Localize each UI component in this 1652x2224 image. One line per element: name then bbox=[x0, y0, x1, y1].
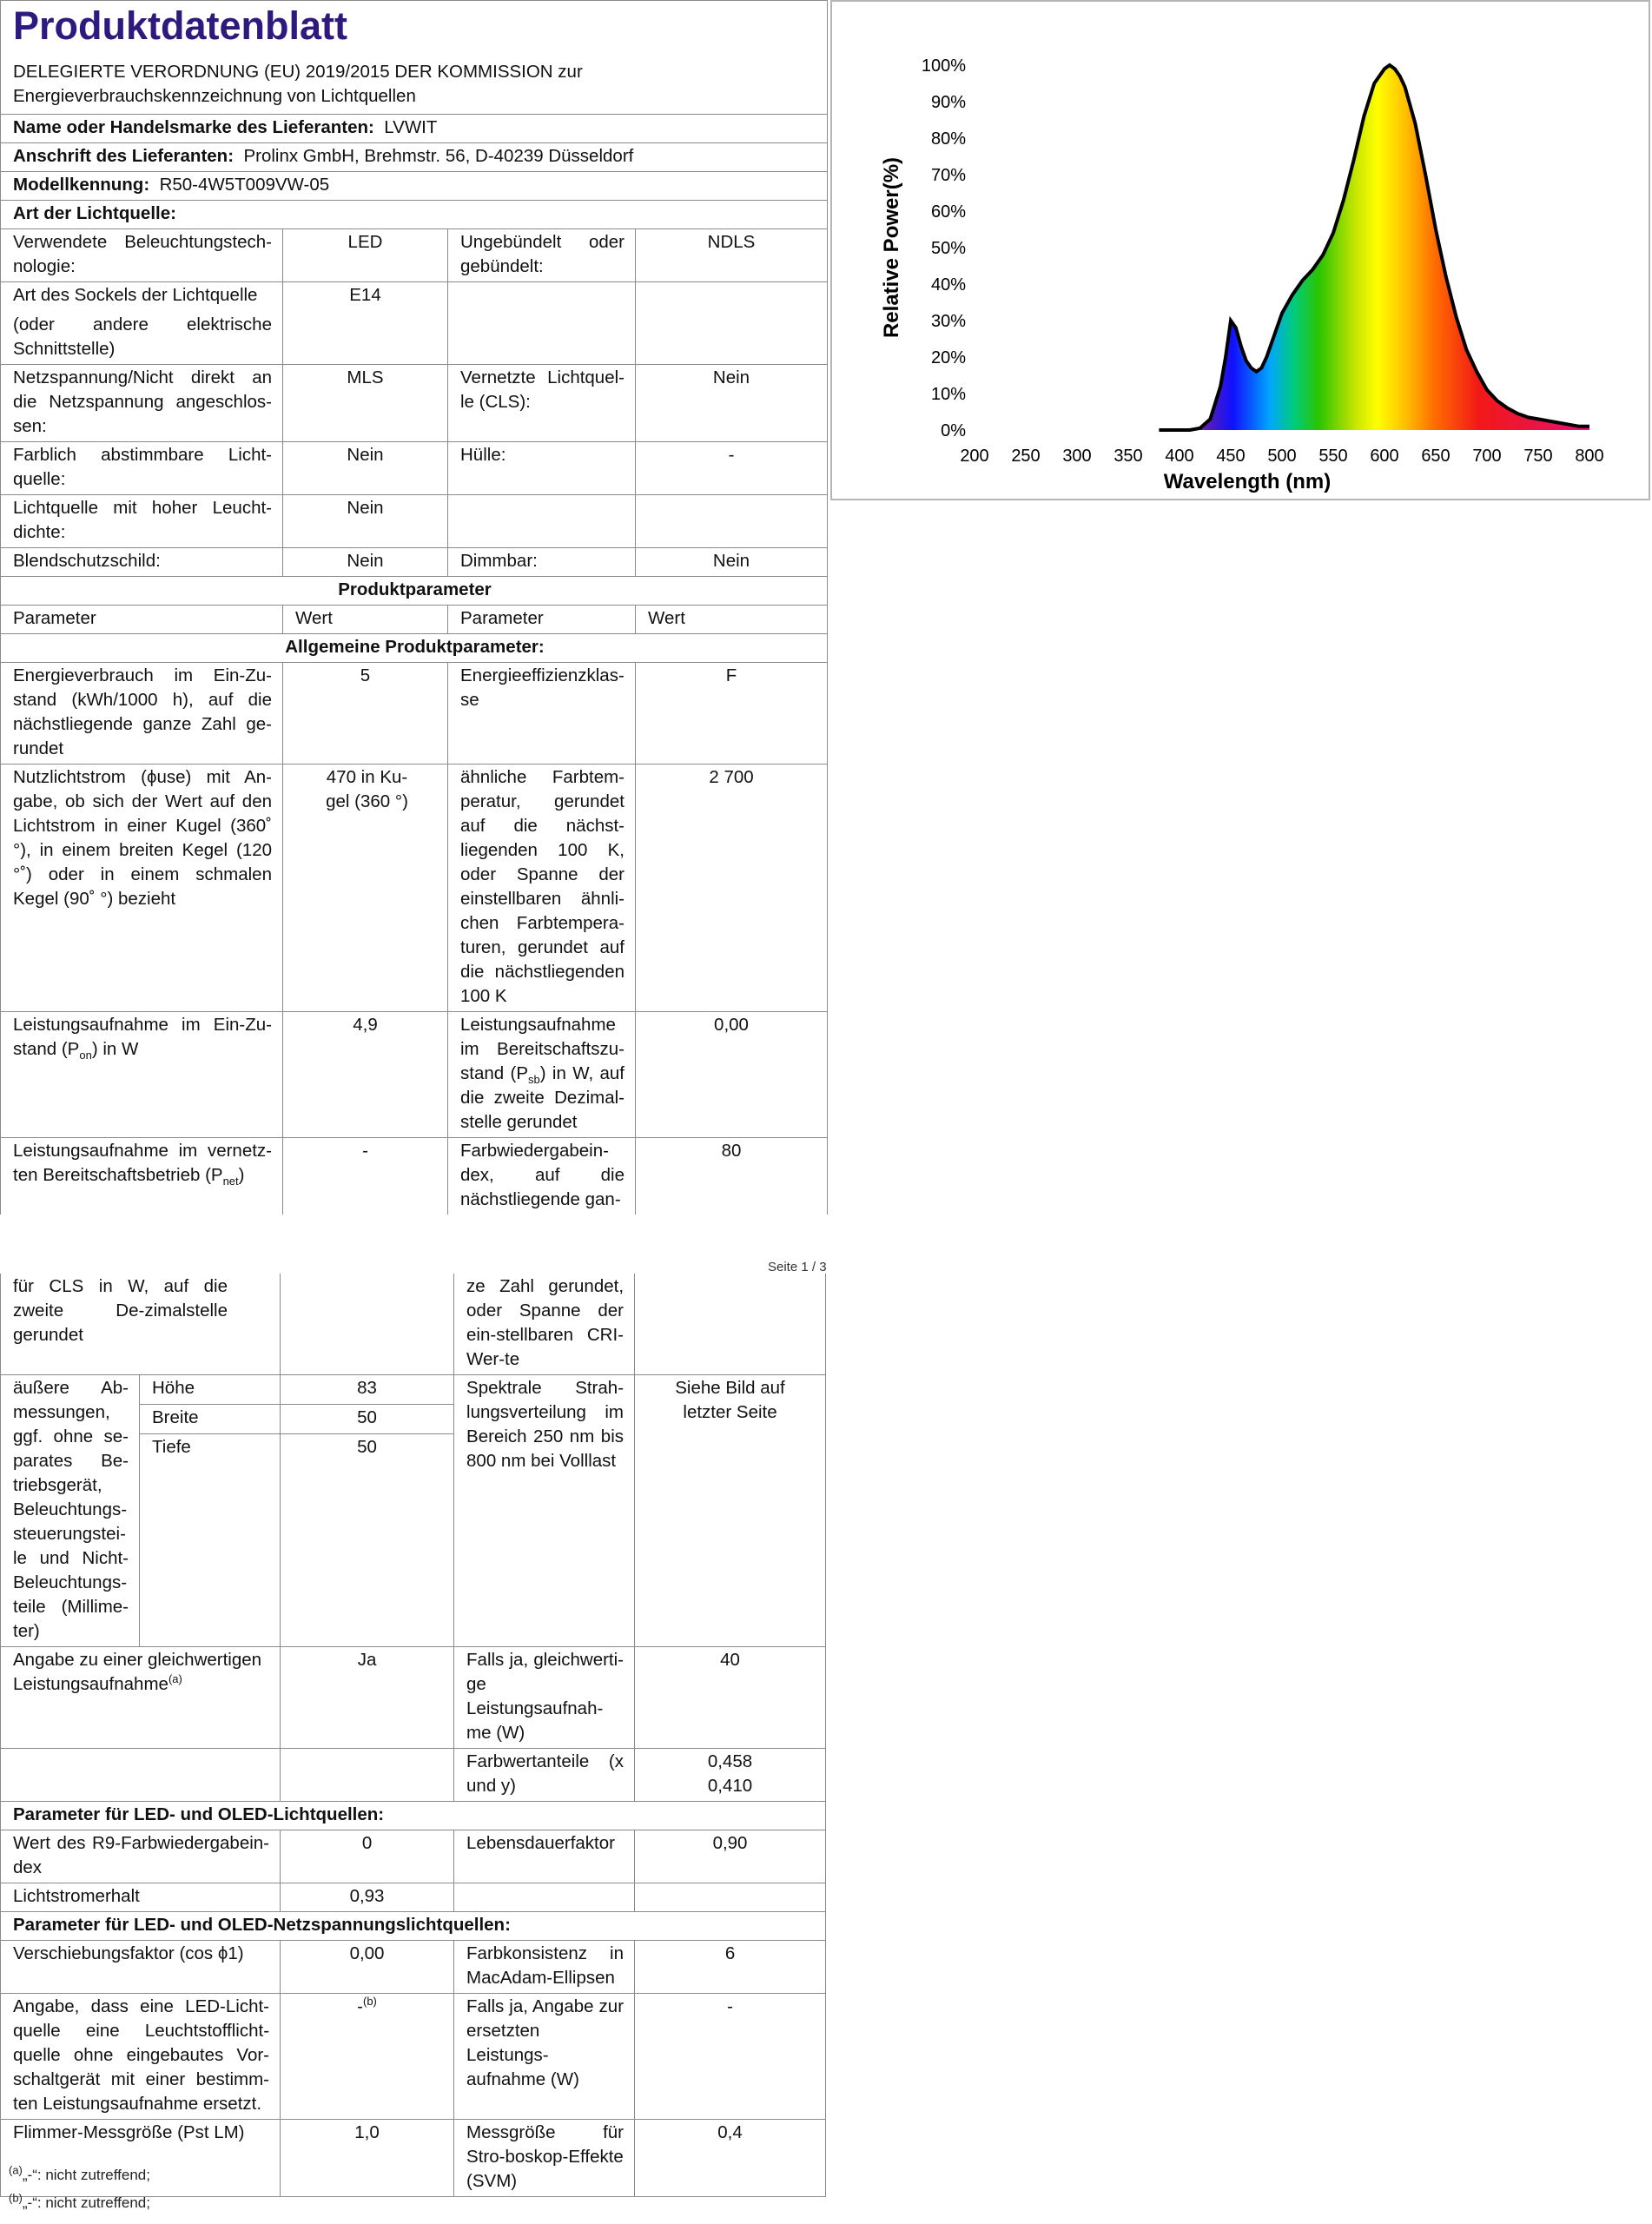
directional-label: Ungebündelt oder gebündelt: bbox=[448, 229, 636, 282]
mains-label: Netzspannung/Nicht direkt an die Netzspannung angeschlos-sen: bbox=[1, 365, 283, 442]
colour-consistency-value: 6 bbox=[635, 1941, 826, 1994]
cls-value: Nein bbox=[636, 365, 828, 442]
cct-label: ähnliche Farbtem-peratur, gerundet auf die nächst-liegenden 100 K, oder Spanne der einstellbaren ähnli-chen Farbtempera-turen, gerundet auf die nächstliegenden 100 K bbox=[448, 764, 636, 1012]
glare-label: Blendschutzschild: bbox=[1, 548, 283, 577]
cct-value: 2 700 bbox=[636, 764, 828, 1012]
page-title: Produktdatenblatt bbox=[13, 3, 348, 48]
model-id: R50-4W5T009VW-05 bbox=[159, 175, 330, 195]
tech-label: Verwendete Beleuchtungstech-nologie: bbox=[1, 229, 283, 282]
spd-value: Siehe Bild auf letzter Seite bbox=[635, 1375, 826, 1647]
col-header-value: Wert bbox=[283, 606, 448, 634]
displacement-factor-label: Verschiebungsfaktor (cos ϕ1) bbox=[1, 1941, 281, 1994]
displacement-factor-value: 0,00 bbox=[281, 1941, 454, 1994]
y-tick-label: 60% bbox=[930, 202, 966, 222]
y-tick-label: 70% bbox=[930, 166, 966, 185]
maintenance-label: Lichtstromerhalt bbox=[1, 1883, 281, 1912]
y-tick-label: 30% bbox=[930, 312, 966, 331]
col-header-value-2: Wert bbox=[636, 606, 828, 634]
y-tick-label: 80% bbox=[930, 129, 966, 149]
y-tick-label: 20% bbox=[930, 348, 966, 367]
y-axis-label: Relative Power(%) bbox=[880, 156, 903, 339]
tech-value: LED bbox=[283, 229, 448, 282]
mains-value: MLS bbox=[283, 365, 448, 442]
y-tick-label: 90% bbox=[930, 93, 966, 112]
pon-label: Leistungsaufnahme im Ein-Zu-stand $(P_{on})$ in W bbox=[1, 1012, 283, 1138]
depth-label: Tiefe bbox=[140, 1434, 281, 1647]
tunable-value: Nein bbox=[283, 442, 448, 495]
flux-label: Nutzlichtstrom (ϕuse) mit An-gabe, ob sich der Wert auf den Lichtstrom in einer Kugel (360˚ °), in einem breiten Kegel (120 °˚) oder in einem schmalen Kegel (90˚ °) bezieht bbox=[1, 764, 283, 1012]
high-luminance-label: Lichtquelle mit hoher Leucht-dichte: bbox=[1, 495, 283, 548]
general-parameters-heading: Allgemeine Produktparameter: bbox=[1, 634, 828, 663]
maintenance-value: 0,93 bbox=[281, 1883, 454, 1912]
energy-class-value: F bbox=[636, 663, 828, 764]
mains-led-parameters-heading: Parameter für LED- und OLED-Netzspannungslichtquellen: bbox=[1, 1912, 826, 1941]
x-tick-label: 600 bbox=[1370, 447, 1399, 466]
pnet-label: Leistungsaufnahme im vernetz-ten Bereitschaftsbetrieb $(P_{net})$ bbox=[1, 1138, 283, 1215]
y-tick-label: 50% bbox=[930, 239, 966, 258]
x-tick-label: 500 bbox=[1267, 447, 1297, 466]
col-header-parameter-2: Parameter bbox=[448, 606, 636, 634]
x-tick-label: 800 bbox=[1575, 447, 1604, 466]
y-tick-label: 10% bbox=[930, 385, 966, 404]
pon-value: 4,9 bbox=[283, 1012, 448, 1138]
psb-label: Leistungsaufnahme im Bereitschaftszu-stand $(P_{sb})$ in W, auf die zweite Dezimal-stelle gerundet bbox=[448, 1012, 636, 1138]
equiv-label: Angabe zu einer gleichwertigen Leistungsaufnahme$^{(a)}$ bbox=[1, 1647, 281, 1749]
r9-label: Wert des R9-Farbwiedergabein-dex bbox=[1, 1830, 281, 1883]
page-number: Seite 1 / 3 bbox=[768, 1260, 827, 1274]
replacement-power-label: Falls ja, Angabe zur ersetzten Leistungs-aufnahme (W) bbox=[454, 1994, 635, 2120]
light-source-type-heading: Art der Lichtquelle: bbox=[1, 201, 828, 229]
led-parameters-heading: Parameter für LED- und OLED-Lichtquellen: bbox=[1, 1802, 826, 1830]
datasheet-table-continued bbox=[0, 1274, 826, 2197]
high-luminance-value: Nein bbox=[283, 495, 448, 548]
energy-label: Energieverbrauch im Ein-Zu-stand (kWh/1000 h), auf die nächstliegende ganze Zahl ge-rundet bbox=[1, 663, 283, 764]
cap-label: Art des Sockels der Lichtquelle (oder andere elektrische Schnittstelle) bbox=[1, 282, 283, 365]
glare-value: Nein bbox=[283, 548, 448, 577]
supplier-address: Prolinx GmbH, Brehmstr. 56, D-40239 Düsseldorf bbox=[243, 146, 634, 166]
cls-label: Vernetzte Lichtquel-le (CLS): bbox=[448, 365, 636, 442]
x-tick-label: 650 bbox=[1421, 447, 1450, 466]
depth-value: 50 bbox=[281, 1434, 454, 1647]
footnote-b: $^{(b)}$„-“: nicht zutreffend; bbox=[9, 2191, 150, 2211]
height-label: Höhe bbox=[140, 1375, 281, 1405]
width-value: 50 bbox=[281, 1405, 454, 1434]
cap-value: E14 bbox=[283, 282, 448, 365]
width-label: Breite bbox=[140, 1405, 281, 1434]
envelope-label: Hülle: bbox=[448, 442, 636, 495]
equiv-power-label: Falls ja, gleichwerti-ge Leistungsaufnah-me (W) bbox=[454, 1647, 635, 1749]
survival-label: Lebensdauerfaktor bbox=[454, 1830, 635, 1883]
x-tick-label: 700 bbox=[1472, 447, 1502, 466]
cri-label-continued: ze Zahl gerundet, oder Spanne der ein-stellbaren CRI-Wer-te bbox=[454, 1274, 635, 1375]
datasheet-table-page-1 bbox=[0, 0, 828, 1215]
flicker-value: 1,0 bbox=[281, 2120, 454, 2197]
x-tick-label: 750 bbox=[1523, 447, 1553, 466]
supplier-address-row: Anschrift des Lieferanten: Prolinx GmbH, Brehmstr. 56, D-40239 Düsseldorf bbox=[1, 143, 828, 172]
flicker-label: Flimmer-Messgröße (Pst LM) bbox=[1, 2120, 281, 2197]
x-axis-label: Wavelength (nm) bbox=[1163, 470, 1332, 493]
x-tick-label: 350 bbox=[1113, 447, 1143, 466]
model-row: Modellkennung: R50-4W5T009VW-05 bbox=[1, 172, 828, 201]
x-tick-label: 300 bbox=[1062, 447, 1092, 466]
r9-value: 0 bbox=[281, 1830, 454, 1883]
footnote-a: $^{(a)}$„-“: nicht zutreffend; bbox=[9, 2163, 150, 2183]
y-tick-label: 0% bbox=[941, 421, 966, 440]
height-value: 83 bbox=[281, 1375, 454, 1405]
y-tick-label: 100% bbox=[921, 56, 966, 76]
replacement-label: Angabe, dass eine LED-Licht-quelle eine Leuchtstofflicht-quelle ohne eingebautes Vor-schaltgerät mit einer bestimm-ten Leistungsaufnahme ersetzt. bbox=[1, 1994, 281, 2120]
supplier-name-row: Name oder Handelsmarke des Lieferanten: LVWIT bbox=[1, 115, 828, 143]
chromaticity-value: 0,458 0,410 bbox=[635, 1749, 826, 1802]
psb-value: 0,00 bbox=[636, 1012, 828, 1138]
cri-label: Farbwiedergabein-dex, auf die nächstliegende gan- bbox=[448, 1138, 636, 1215]
x-tick-label: 250 bbox=[1011, 447, 1041, 466]
spectrum-chart bbox=[830, 0, 1650, 500]
dimmable-value: Nein bbox=[636, 548, 828, 577]
tunable-label: Farblich abstimmbare Licht-quelle: bbox=[1, 442, 283, 495]
dimmable-label: Dimmbar: bbox=[448, 548, 636, 577]
directional-value: NDLS bbox=[636, 229, 828, 282]
cri-value: 80 bbox=[636, 1138, 828, 1215]
equiv-value: Ja bbox=[281, 1647, 454, 1749]
stroboscopic-label: Messgröße für Stro-boskop-Effekte (SVM) bbox=[454, 2120, 635, 2197]
dims-label: äußere Ab-messungen, ggf. ohne se-parates Be-triebsgerät, Beleuchtungs-steuerungstei-le und Nicht-Beleuchtungs-teile (Millime-ter) bbox=[1, 1375, 140, 1647]
flux-value: 470 in Ku-gel (360 °) bbox=[283, 764, 448, 1012]
col-header-parameter: Parameter bbox=[1, 606, 283, 634]
supplier-name: LVWIT bbox=[384, 117, 438, 137]
energy-class-label: Energieeffizienzklas-se bbox=[448, 663, 636, 764]
regulation-text: DELEGIERTE VERORDNUNG (EU) 2019/2015 DER KOMMISSION zur Energieverbrauchskennzeichnung von Lichtquellen bbox=[13, 62, 583, 106]
y-tick-label: 40% bbox=[930, 275, 966, 295]
pnet-value: - bbox=[283, 1138, 448, 1215]
replacement-power-value: - bbox=[635, 1994, 826, 2120]
survival-value: 0,90 bbox=[635, 1830, 826, 1883]
spd-label: Spektrale Strah-lungsverteilung im Bereich 250 nm bis 800 nm bei Volllast bbox=[454, 1375, 635, 1647]
stroboscopic-value: 0,4 bbox=[635, 2120, 826, 2197]
energy-value: 5 bbox=[283, 663, 448, 764]
x-tick-label: 550 bbox=[1318, 447, 1348, 466]
product-parameters-heading: Produktparameter bbox=[1, 577, 828, 606]
spectrum-chart-svg bbox=[832, 2, 1649, 499]
chromaticity-label: Farbwertanteile (x und y) bbox=[454, 1749, 635, 1802]
colour-consistency-label: Farbkonsistenz in MacAdam-Ellipsen bbox=[454, 1941, 635, 1994]
x-tick-label: 400 bbox=[1165, 447, 1194, 466]
pnet-label-continued: für CLS in W, auf die zweite De-zimalstelle gerundet bbox=[1, 1274, 281, 1375]
x-tick-label: 200 bbox=[960, 447, 989, 466]
equiv-power-value: 40 bbox=[635, 1647, 826, 1749]
x-tick-label: 450 bbox=[1216, 447, 1246, 466]
envelope-value: - bbox=[636, 442, 828, 495]
replacement-value: -$^{(b)}$ bbox=[281, 1994, 454, 2120]
